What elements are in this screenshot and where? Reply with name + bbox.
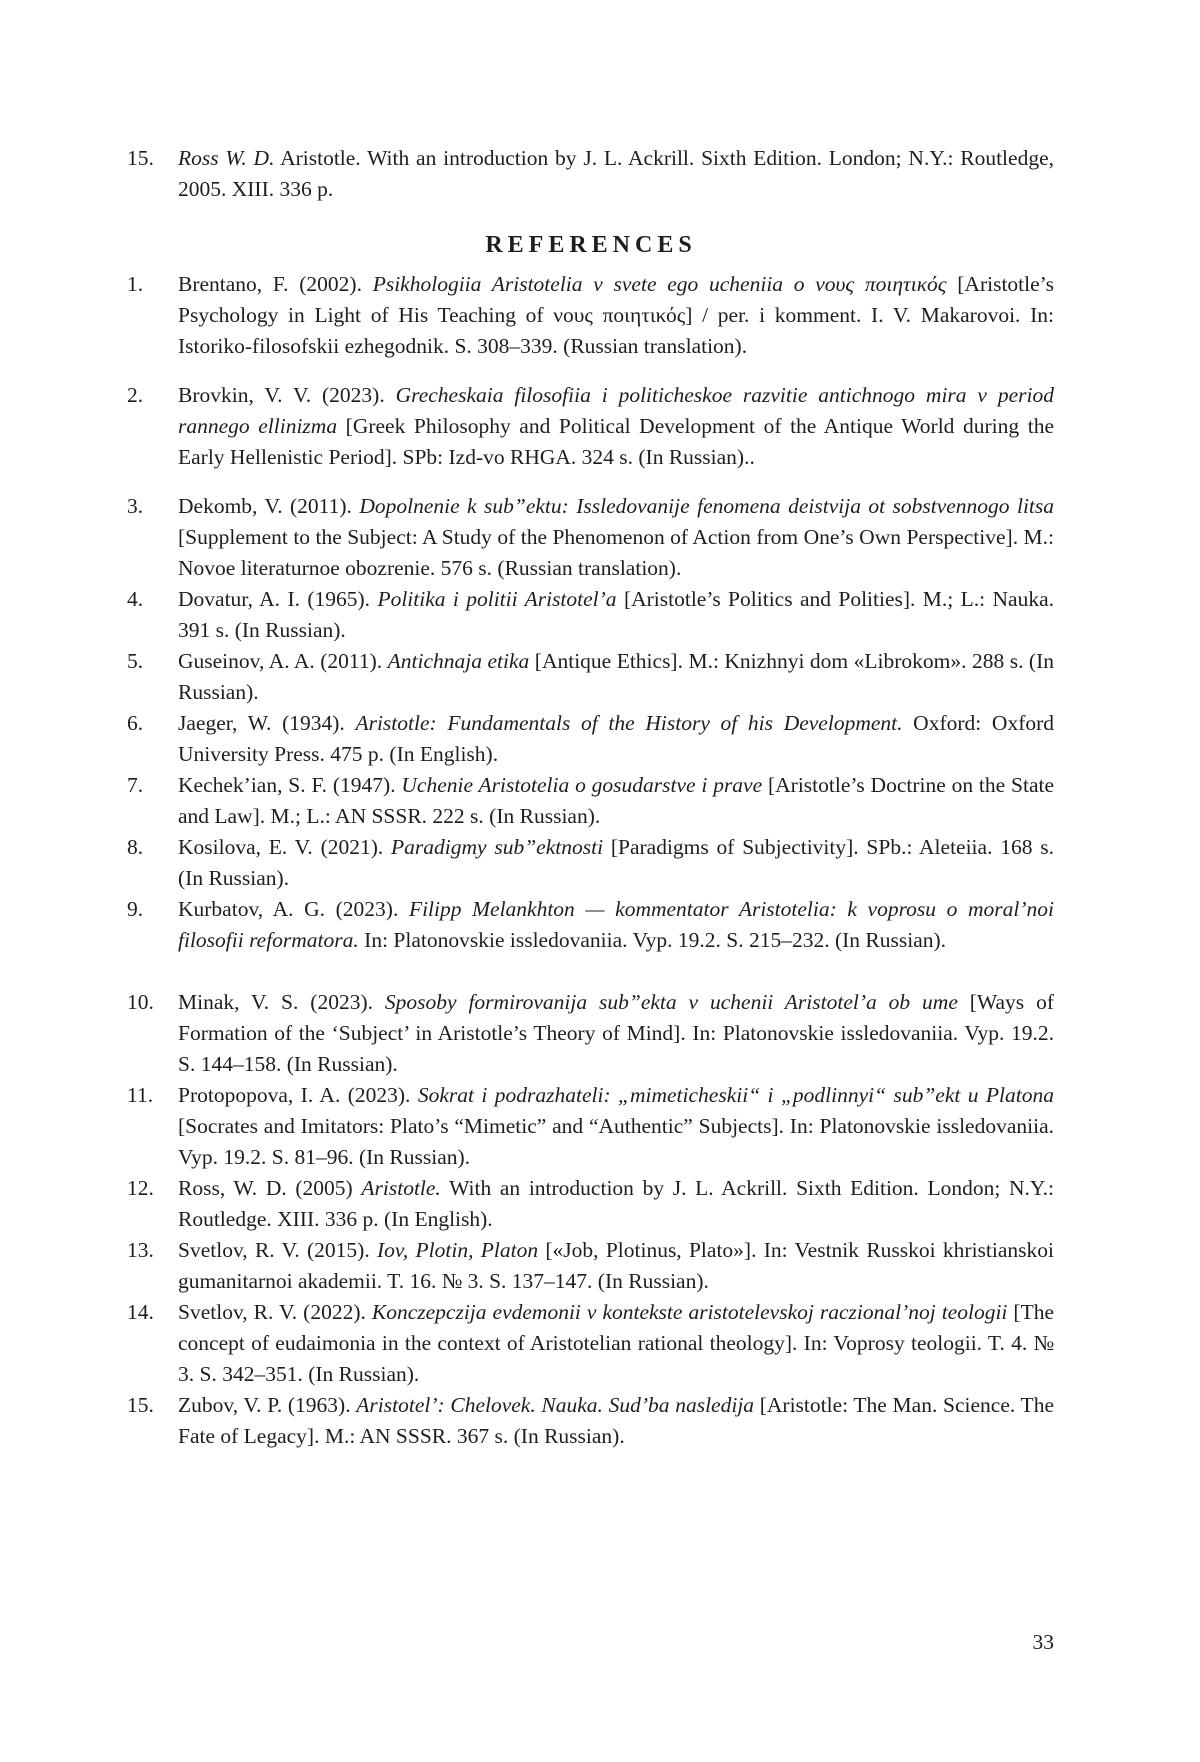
entry-number: 3.: [127, 494, 144, 518]
entry-text: [178, 380, 1054, 474]
page-number: 33: [1032, 1630, 1054, 1654]
entry-text-segment: Dovatur, A. I. (1965).: [178, 587, 378, 611]
entry-title-italic: Sposoby formirovanija sub”ekta v uchenii Aristotel’a ob ume: [384, 990, 958, 1014]
entry-text: [178, 646, 1054, 708]
entry-title-italic: Politika i politii Aristotel’a: [377, 587, 617, 611]
reference-entry-13: [127, 1235, 1054, 1297]
entry-title-italic: Iov, Plotin, Platon: [377, 1238, 539, 1262]
reference-entry-7: [127, 770, 1054, 832]
entry-text-segment: With an introduction by J. L. Ackrill. Sixth Edition. London; N.Y.: Routledge. XIII. 336 p. (In English).: [178, 1176, 1054, 1232]
reference-entry-8: [127, 832, 1054, 894]
reference-entry-1: [127, 269, 1054, 363]
entry-text: [178, 1173, 1054, 1235]
entry-text-segment: Jaeger, W. (1934).: [178, 711, 356, 735]
entry-text-segment: Svetlov, R. V. (2015).: [178, 1238, 377, 1262]
entry-text: [178, 770, 1054, 832]
entry-text: [178, 832, 1054, 894]
entry-title-italic: Paradigmy sub”ektnosti: [391, 835, 604, 859]
entry-number: 11.: [127, 1083, 154, 1107]
entry-text-segment: Kurbatov, A. G. (2023).: [178, 897, 409, 921]
entry-number: 9.: [127, 897, 144, 921]
entry-number: 4.: [127, 587, 144, 611]
entry-number: 8.: [127, 835, 144, 859]
entry-number: 7.: [127, 773, 144, 797]
entry-text-segment: Aristotle. With an introduction by J. L. Ackrill. Sixth Edition. London; N.Y.: Routledge, 2005. XIII. 336 p.: [178, 146, 1054, 202]
entry-number: 6.: [127, 711, 144, 735]
entry-text-segment: [Aristotle: The Man. Science. The Fate of Legacy]. M.: AN SSSR. 367 s. (In Russian).: [178, 1393, 1054, 1449]
entry-title-italic: Grecheskaia filosofiia i politicheskoe razvitie antichnogo mira v period rannego ellinizma: [178, 383, 1054, 439]
reference-entry-3: [127, 491, 1054, 585]
entry-text: [178, 1235, 1054, 1297]
entry-text: [178, 143, 1054, 205]
reference-entry-6: [127, 708, 1054, 770]
entry-text-segment: [The concept of eudaimonia in the context of Aristotelian rational theology]. In: Voprosy teologii. T. 4. № 3. S. 342–351. (In Russian).: [178, 1300, 1055, 1387]
entry-number: 12.: [127, 1176, 154, 1200]
reference-entry-2: [127, 380, 1054, 474]
entry-text-segment: [Aristotle’s Doctrine on the State and Law]. M.; L.: AN SSSR. 222 s. (In Russian).: [178, 773, 1055, 829]
entry-title-italic: Psikhologiia Aristotelia v svete ego ucheniia o νους ποιητικός: [372, 272, 947, 296]
entry-number: 10.: [127, 990, 154, 1014]
reference-entry-10: [127, 987, 1054, 1081]
entry-text-segment: Guseinov, A. A. (2011).: [178, 649, 388, 673]
entry-text-segment: Kosilova, E. V. (2021).: [178, 835, 392, 859]
entry-text: [178, 894, 1054, 956]
entry-title-italic: Uchenie Aristotelia o gosudarstve i prave: [401, 773, 763, 797]
entry-text: [178, 491, 1054, 585]
entry-text-segment: Svetlov, R. V. (2022).: [178, 1300, 372, 1324]
entry-text-segment: Dekomb, V. (2011).: [178, 494, 360, 518]
entry-title-italic: Filipp Melankhton — kommentator Aristotelia: k voprosu o moral’noi filosofii reformatora.: [178, 897, 1054, 953]
entry-text-segment: [Supplement to the Subject: A Study of the Phenomenon of Action from One’s Own Perspective]. M.: Novoe literaturnoe obozrenie. 576 s. (Russian translation).: [178, 525, 1054, 581]
entry-text-segment: [«Job, Plotinus, Plato»]. In: Vestnik Russkoi khristianskoi gumanitarnoi akademii. T. 16. № 3. S. 137–147. (In Russian).: [178, 1238, 1054, 1294]
entry-number: 13.: [127, 1238, 154, 1262]
entry-text: [178, 708, 1054, 770]
reference-entry-14: [127, 1297, 1054, 1391]
entry-title-italic: Aristotle: Fundamentals of the History of his Development.: [355, 711, 903, 735]
entry-number: 2.: [127, 383, 144, 407]
entry-text-segment: [Aristotle’s Politics and Polities]. M.; L.: Nauka. 391 s. (In Russian).: [178, 587, 1054, 643]
reference-entry-11: [127, 1080, 1054, 1174]
entry-title-italic: Aristotle.: [361, 1176, 441, 1200]
entry-text-segment: [Ways of Formation of the ‘Subject’ in Aristotle’s Theory of Mind]. In: Platonovskie issledovaniia. Vyp. 19.2. S. 144–158. (In Russian).: [178, 990, 1054, 1077]
entry-text-segment: In: Platonovskie issledovaniia. Vyp. 19.2. S. 215–232. (In Russian).: [358, 928, 947, 953]
reference-entry-9: [127, 894, 1054, 956]
entry-text-segment: Brentano, F. (2002).: [178, 272, 373, 296]
entry-title-italic: Aristotel’: Chelovek. Nauka. Sud’ba nasledija: [356, 1393, 755, 1417]
references-heading: REFERENCES: [485, 232, 697, 258]
entry-text-segment: Protopopova, I. A. (2023).: [178, 1083, 418, 1107]
reference-entry-12: [127, 1173, 1054, 1235]
entry-text-segment: Brovkin, V. V. (2023).: [178, 383, 396, 407]
entry-title-italic: Dopolnenie k sub”ektu: Issledovanije fenomena deistvija ot sobstvennogo litsa: [359, 494, 1055, 518]
entry-text-segment: Minak, V. S. (2023).: [178, 990, 385, 1014]
entry-text-segment: [Greek Philosophy and Political Development of the Antique World during the Early Hellenistic Period]. SPb: Izd-vo RHGA. 324 s. (In Russian)..: [178, 414, 1054, 470]
entry-text: [178, 1390, 1054, 1452]
entry-text-segment: [Socrates and Imitators: Plato’s “Mimetic” and “Authentic” Subjects]. In: Platonovskie issledovaniia. Vyp. 19.2. S. 81–96. (In Russian).: [178, 1114, 1054, 1170]
reference-entry-4: [127, 584, 1054, 646]
entry-number: 15.: [127, 146, 154, 170]
entry-title-italic: Antichnaja etika: [387, 649, 530, 673]
entry-text-segment: Zubov, V. P. (1963).: [178, 1393, 357, 1417]
entry-number: 5.: [127, 649, 144, 673]
entry-text: [178, 987, 1054, 1081]
entry-text: [178, 1297, 1054, 1391]
entry-text-segment: Kechek’ian, S. F. (1947).: [178, 773, 402, 797]
bibliography-entry: [127, 143, 1054, 205]
entry-number: 15.: [127, 1393, 154, 1417]
entry-number: 1.: [127, 272, 144, 296]
entry-text-segment: [Antique Ethics]. M.: Knizhnyi dom «Librokom». 288 s. (In Russian).: [178, 649, 1054, 705]
entry-number: 14.: [127, 1300, 154, 1324]
entry-title-italic: Konczepczija evdemonii v kontekste aristotelevskoj raczional’noj teologii: [371, 1300, 1008, 1324]
entry-text: [178, 269, 1054, 363]
reference-entry-5: [127, 646, 1054, 708]
entry-text-segment: [Paradigms of Subjectivity]. SPb.: Aleteiia. 168 s. (In Russian).: [178, 835, 1054, 891]
entry-text-segment: Oxford: Oxford University Press. 475 p. (In English).: [178, 711, 1055, 767]
reference-entry-15: [127, 1390, 1054, 1452]
entry-text: [178, 1080, 1054, 1174]
entry-text-segment: Ross, W. D. (2005): [178, 1176, 362, 1200]
entry-title-italic: Ross W. D.: [178, 146, 275, 170]
entry-text: [178, 584, 1054, 646]
entry-text-segment: [Aristotle’s Psychology in Light of His Teaching of νους ποιητικός] / per. i komment. I. V. Makarovoi. In: Istoriko-filosofskii ezhegodnik. S. 308–339. (Russian translation).: [178, 272, 1054, 359]
entry-title-italic: Sokrat i podrazhateli: „mimeticheskii“ i „podlinnyi“ sub”ekt u Platona: [417, 1083, 1055, 1107]
